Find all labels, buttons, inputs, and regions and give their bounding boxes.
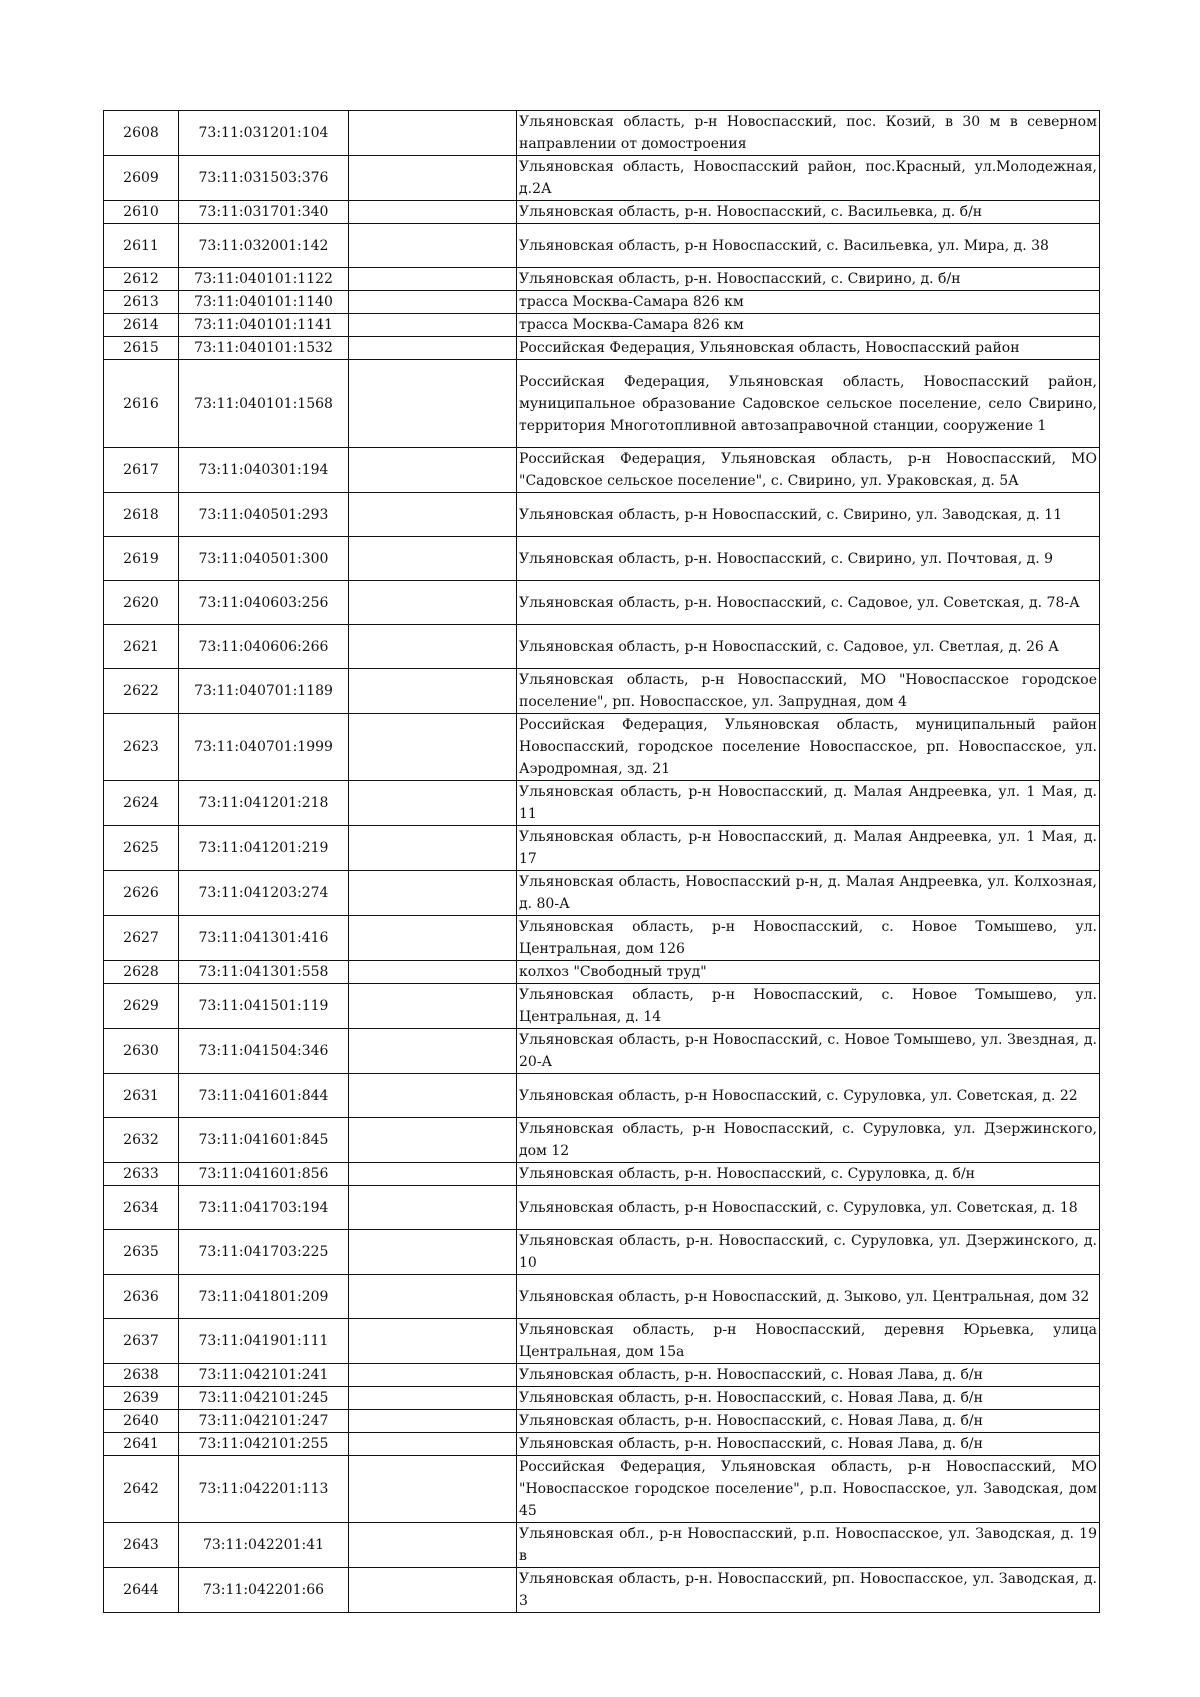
table-row xyxy=(104,871,1100,916)
empty-cell xyxy=(349,1568,517,1613)
table-row xyxy=(104,291,1100,314)
cadastral-number: 73:11:040101:1568 xyxy=(179,360,349,448)
cadastral-number: 73:11:041301:416 xyxy=(179,916,349,961)
empty-cell xyxy=(349,1387,517,1410)
address: Ульяновская область, р-н Новоспасский, с. Новое Томышево, ул. Центральная, дом 126 xyxy=(517,916,1100,961)
table-row xyxy=(104,360,1100,448)
address: Ульяновская область, р-н. Новоспасский, с. Васильевка, д. б/н xyxy=(517,201,1100,224)
empty-cell xyxy=(349,916,517,961)
table-row xyxy=(104,1319,1100,1364)
table-row xyxy=(104,781,1100,826)
empty-cell xyxy=(349,448,517,493)
empty-cell xyxy=(349,1118,517,1163)
cadastral-number: 73:11:041901:111 xyxy=(179,1319,349,1364)
cadastral-number: 73:11:040603:256 xyxy=(179,581,349,625)
address: колхоз "Свободный труд" xyxy=(517,961,1100,984)
empty-cell xyxy=(349,1186,517,1230)
table-row xyxy=(104,337,1100,360)
row-number: 2610 xyxy=(104,201,179,224)
address: Ульяновская область, р-н Новоспасский, д. Малая Андреевка, ул. 1 Мая, д. 17 xyxy=(517,826,1100,871)
address: Ульяновская область, Новоспасский р-н, д. Малая Андреевка, ул. Колхозная, д. 80-А xyxy=(517,871,1100,916)
row-number: 2608 xyxy=(104,111,179,156)
cadastral-number: 73:11:041703:225 xyxy=(179,1230,349,1275)
address: Ульяновская область, р-н Новоспасский, с. Свирино, ул. Заводская, д. 11 xyxy=(517,493,1100,537)
address: Российская Федерация, Ульяновская область, р-н Новоспасский, МО "Садовское сельское поселение", с. Свирино, ул. Ураковская, д. 5А xyxy=(517,448,1100,493)
table-row xyxy=(104,1029,1100,1074)
empty-cell xyxy=(349,1523,517,1568)
table-row xyxy=(104,1568,1100,1613)
empty-cell xyxy=(349,156,517,201)
row-number: 2612 xyxy=(104,268,179,291)
table-row xyxy=(104,1410,1100,1433)
cadastral-number: 73:11:042101:245 xyxy=(179,1387,349,1410)
table-row xyxy=(104,493,1100,537)
address: Ульяновская область, р-н Новоспасский, с. Новое Томышево, ул. Центральная, д. 14 xyxy=(517,984,1100,1029)
cadastral-number: 73:11:040501:293 xyxy=(179,493,349,537)
empty-cell xyxy=(349,537,517,581)
cadastral-number: 73:11:032001:142 xyxy=(179,224,349,268)
cadastral-number: 73:11:031503:376 xyxy=(179,156,349,201)
table-row xyxy=(104,537,1100,581)
cadastral-number: 73:11:031201:104 xyxy=(179,111,349,156)
empty-cell xyxy=(349,781,517,826)
row-number: 2641 xyxy=(104,1433,179,1456)
cadastral-number: 73:11:040701:1189 xyxy=(179,669,349,714)
cadastral-number: 73:11:042101:241 xyxy=(179,1364,349,1387)
empty-cell xyxy=(349,291,517,314)
empty-cell xyxy=(349,1230,517,1275)
table-row xyxy=(104,581,1100,625)
empty-cell xyxy=(349,1364,517,1387)
cadastral-number: 73:11:041601:844 xyxy=(179,1074,349,1118)
empty-cell xyxy=(349,360,517,448)
empty-cell xyxy=(349,625,517,669)
row-number: 2626 xyxy=(104,871,179,916)
cadastral-number: 73:11:041601:845 xyxy=(179,1118,349,1163)
empty-cell xyxy=(349,224,517,268)
address: Ульяновская область, р-н. Новоспасский, с. Суруловка, д. б/н xyxy=(517,1163,1100,1186)
row-number: 2630 xyxy=(104,1029,179,1074)
row-number: 2624 xyxy=(104,781,179,826)
address: Ульяновская область, р-н Новоспасский, пос. Козий, в 30 м в северном направлении от домостроения xyxy=(517,111,1100,156)
address: Ульяновская область, р-н. Новоспасский, с. Суруловка, ул. Дзержинского, д. 10 xyxy=(517,1230,1100,1275)
cadastral-number: 73:11:031701:340 xyxy=(179,201,349,224)
address: Ульяновская область, р-н Новоспасский, д. Зыково, ул. Центральная, дом 32 xyxy=(517,1275,1100,1319)
cadastral-number: 73:11:040501:300 xyxy=(179,537,349,581)
table-row xyxy=(104,669,1100,714)
row-number: 2613 xyxy=(104,291,179,314)
cadastral-number: 73:11:041703:194 xyxy=(179,1186,349,1230)
cadastral-number: 73:11:042201:41 xyxy=(179,1523,349,1568)
row-number: 2635 xyxy=(104,1230,179,1275)
address: Ульяновская область, р-н. Новоспасский, с. Новая Лава, д. б/н xyxy=(517,1410,1100,1433)
table-row xyxy=(104,268,1100,291)
address: Ульяновская область, р-н. Новоспасский, с. Свирино, д. б/н xyxy=(517,268,1100,291)
property-table xyxy=(103,110,1100,1613)
table-row xyxy=(104,916,1100,961)
row-number: 2634 xyxy=(104,1186,179,1230)
cadastral-number: 73:11:042101:247 xyxy=(179,1410,349,1433)
address: Ульяновская область, р-н Новоспасский, с. Новое Томышево, ул. Звездная, д. 20-А xyxy=(517,1029,1100,1074)
address: Российская Федерация, Ульяновская область, Новоспасский район, муниципальное образование Садовское сельское поселение, село Свирино, территория Многотопливной автозаправочной станции, сооружение 1 xyxy=(517,360,1100,448)
address: Российская Федерация, Ульяновская область, муниципальный район Новоспасский, городское поселение Новоспасское, рп. Новоспасское, ул. Аэродромная, зд. 21 xyxy=(517,714,1100,781)
address: трасса Москва-Самара 826 км xyxy=(517,314,1100,337)
address: Ульяновская обл., р-н Новоспасский, р.п. Новоспасское, ул. Заводская, д. 19 в xyxy=(517,1523,1100,1568)
row-number: 2619 xyxy=(104,537,179,581)
table-row xyxy=(104,714,1100,781)
table-row xyxy=(104,961,1100,984)
row-number: 2644 xyxy=(104,1568,179,1613)
address: трасса Москва-Самара 826 км xyxy=(517,291,1100,314)
cadastral-number: 73:11:041501:119 xyxy=(179,984,349,1029)
row-number: 2636 xyxy=(104,1275,179,1319)
empty-cell xyxy=(349,1029,517,1074)
row-number: 2643 xyxy=(104,1523,179,1568)
empty-cell xyxy=(349,337,517,360)
cadastral-number: 73:11:042101:255 xyxy=(179,1433,349,1456)
row-number: 2631 xyxy=(104,1074,179,1118)
row-number: 2616 xyxy=(104,360,179,448)
row-number: 2609 xyxy=(104,156,179,201)
empty-cell xyxy=(349,111,517,156)
cadastral-number: 73:11:040101:1532 xyxy=(179,337,349,360)
empty-cell xyxy=(349,493,517,537)
empty-cell xyxy=(349,1433,517,1456)
cadastral-number: 73:11:041801:209 xyxy=(179,1275,349,1319)
table-body xyxy=(104,111,1100,1613)
empty-cell xyxy=(349,669,517,714)
address: Ульяновская область, р-н. Новоспасский, с. Садовое, ул. Советская, д. 78-А xyxy=(517,581,1100,625)
table-row xyxy=(104,1364,1100,1387)
table-row xyxy=(104,1074,1100,1118)
row-number: 2633 xyxy=(104,1163,179,1186)
cadastral-number: 73:11:040701:1999 xyxy=(179,714,349,781)
cadastral-number: 73:11:041301:558 xyxy=(179,961,349,984)
table-row xyxy=(104,1433,1100,1456)
cadastral-number: 73:11:041504:346 xyxy=(179,1029,349,1074)
empty-cell xyxy=(349,714,517,781)
address: Ульяновская область, р-н Новоспасский, с. Васильевка, ул. Мира, д. 38 xyxy=(517,224,1100,268)
empty-cell xyxy=(349,826,517,871)
empty-cell xyxy=(349,1410,517,1433)
table-row xyxy=(104,314,1100,337)
row-number: 2639 xyxy=(104,1387,179,1410)
address: Ульяновская область, р-н. Новоспасский, с. Новая Лава, д. б/н xyxy=(517,1364,1100,1387)
empty-cell xyxy=(349,1319,517,1364)
empty-cell xyxy=(349,1074,517,1118)
address: Ульяновская область, р-н Новоспасский, деревня Юрьевка, улица Центральная, дом 15а xyxy=(517,1319,1100,1364)
address: Ульяновская область, р-н Новоспасский, МО "Новоспасское городское поселение", рп. Новоспасское, ул. Запрудная, дом 4 xyxy=(517,669,1100,714)
address: Российская Федерация, Ульяновская область, Новоспасский район xyxy=(517,337,1100,360)
cadastral-number: 73:11:040101:1140 xyxy=(179,291,349,314)
row-number: 2640 xyxy=(104,1410,179,1433)
cadastral-number: 73:11:042201:66 xyxy=(179,1568,349,1613)
row-number: 2632 xyxy=(104,1118,179,1163)
empty-cell xyxy=(349,871,517,916)
address: Ульяновская область, р-н Новоспасский, с. Суруловка, ул. Советская, д. 18 xyxy=(517,1186,1100,1230)
empty-cell xyxy=(349,581,517,625)
table-row xyxy=(104,1230,1100,1275)
table-row xyxy=(104,448,1100,493)
row-number: 2628 xyxy=(104,961,179,984)
row-number: 2638 xyxy=(104,1364,179,1387)
address: Ульяновская область, р-н. Новоспасский, с. Новая Лава, д. б/н xyxy=(517,1387,1100,1410)
cadastral-number: 73:11:041203:274 xyxy=(179,871,349,916)
row-number: 2642 xyxy=(104,1456,179,1523)
row-number: 2618 xyxy=(104,493,179,537)
empty-cell xyxy=(349,314,517,337)
cadastral-number: 73:11:040606:266 xyxy=(179,625,349,669)
table-row xyxy=(104,224,1100,268)
table-row xyxy=(104,1118,1100,1163)
address: Ульяновская область, р-н. Новоспасский, рп. Новоспасское, ул. Заводская, д. 3 xyxy=(517,1568,1100,1613)
address: Ульяновская область, Новоспасский район, пос.Красный, ул.Молодежная, д.2А xyxy=(517,156,1100,201)
row-number: 2615 xyxy=(104,337,179,360)
cadastral-number: 73:11:040301:194 xyxy=(179,448,349,493)
row-number: 2623 xyxy=(104,714,179,781)
cadastral-number: 73:11:040101:1122 xyxy=(179,268,349,291)
row-number: 2622 xyxy=(104,669,179,714)
address: Ульяновская область, р-н. Новоспасский, с. Новая Лава, д. б/н xyxy=(517,1433,1100,1456)
cadastral-number: 73:11:042201:113 xyxy=(179,1456,349,1523)
table-row xyxy=(104,156,1100,201)
table-row xyxy=(104,1387,1100,1410)
row-number: 2629 xyxy=(104,984,179,1029)
cadastral-number: 73:11:041201:218 xyxy=(179,781,349,826)
row-number: 2617 xyxy=(104,448,179,493)
empty-cell xyxy=(349,1275,517,1319)
table-row xyxy=(104,1163,1100,1186)
table-row xyxy=(104,1523,1100,1568)
row-number: 2627 xyxy=(104,916,179,961)
table-row xyxy=(104,1186,1100,1230)
table-row xyxy=(104,625,1100,669)
empty-cell xyxy=(349,201,517,224)
row-number: 2621 xyxy=(104,625,179,669)
table-row xyxy=(104,826,1100,871)
row-number: 2614 xyxy=(104,314,179,337)
table-row xyxy=(104,1275,1100,1319)
row-number: 2625 xyxy=(104,826,179,871)
table-row xyxy=(104,984,1100,1029)
cadastral-number: 73:11:041201:219 xyxy=(179,826,349,871)
empty-cell xyxy=(349,268,517,291)
address: Ульяновская область, р-н Новоспасский, с. Суруловка, ул. Дзержинского, дом 12 xyxy=(517,1118,1100,1163)
empty-cell xyxy=(349,984,517,1029)
empty-cell xyxy=(349,961,517,984)
address: Ульяновская область, р-н Новоспасский, с. Садовое, ул. Светлая, д. 26 А xyxy=(517,625,1100,669)
row-number: 2637 xyxy=(104,1319,179,1364)
empty-cell xyxy=(349,1163,517,1186)
cadastral-number: 73:11:041601:856 xyxy=(179,1163,349,1186)
address: Российская Федерация, Ульяновская область, р-н Новоспасский, МО "Новоспасское городское поселение", р.п. Новоспасское, ул. Заводская, дом 45 xyxy=(517,1456,1100,1523)
row-number: 2620 xyxy=(104,581,179,625)
address: Ульяновская область, р-н. Новоспасский, с. Свирино, ул. Почтовая, д. 9 xyxy=(517,537,1100,581)
empty-cell xyxy=(349,1456,517,1523)
row-number: 2611 xyxy=(104,224,179,268)
table-row xyxy=(104,1456,1100,1523)
table-row xyxy=(104,201,1100,224)
address: Ульяновская область, р-н Новоспасский, с. Суруловка, ул. Советская, д. 22 xyxy=(517,1074,1100,1118)
cadastral-number: 73:11:040101:1141 xyxy=(179,314,349,337)
address: Ульяновская область, р-н Новоспасский, д. Малая Андреевка, ул. 1 Мая, д. 11 xyxy=(517,781,1100,826)
table-row xyxy=(104,111,1100,156)
